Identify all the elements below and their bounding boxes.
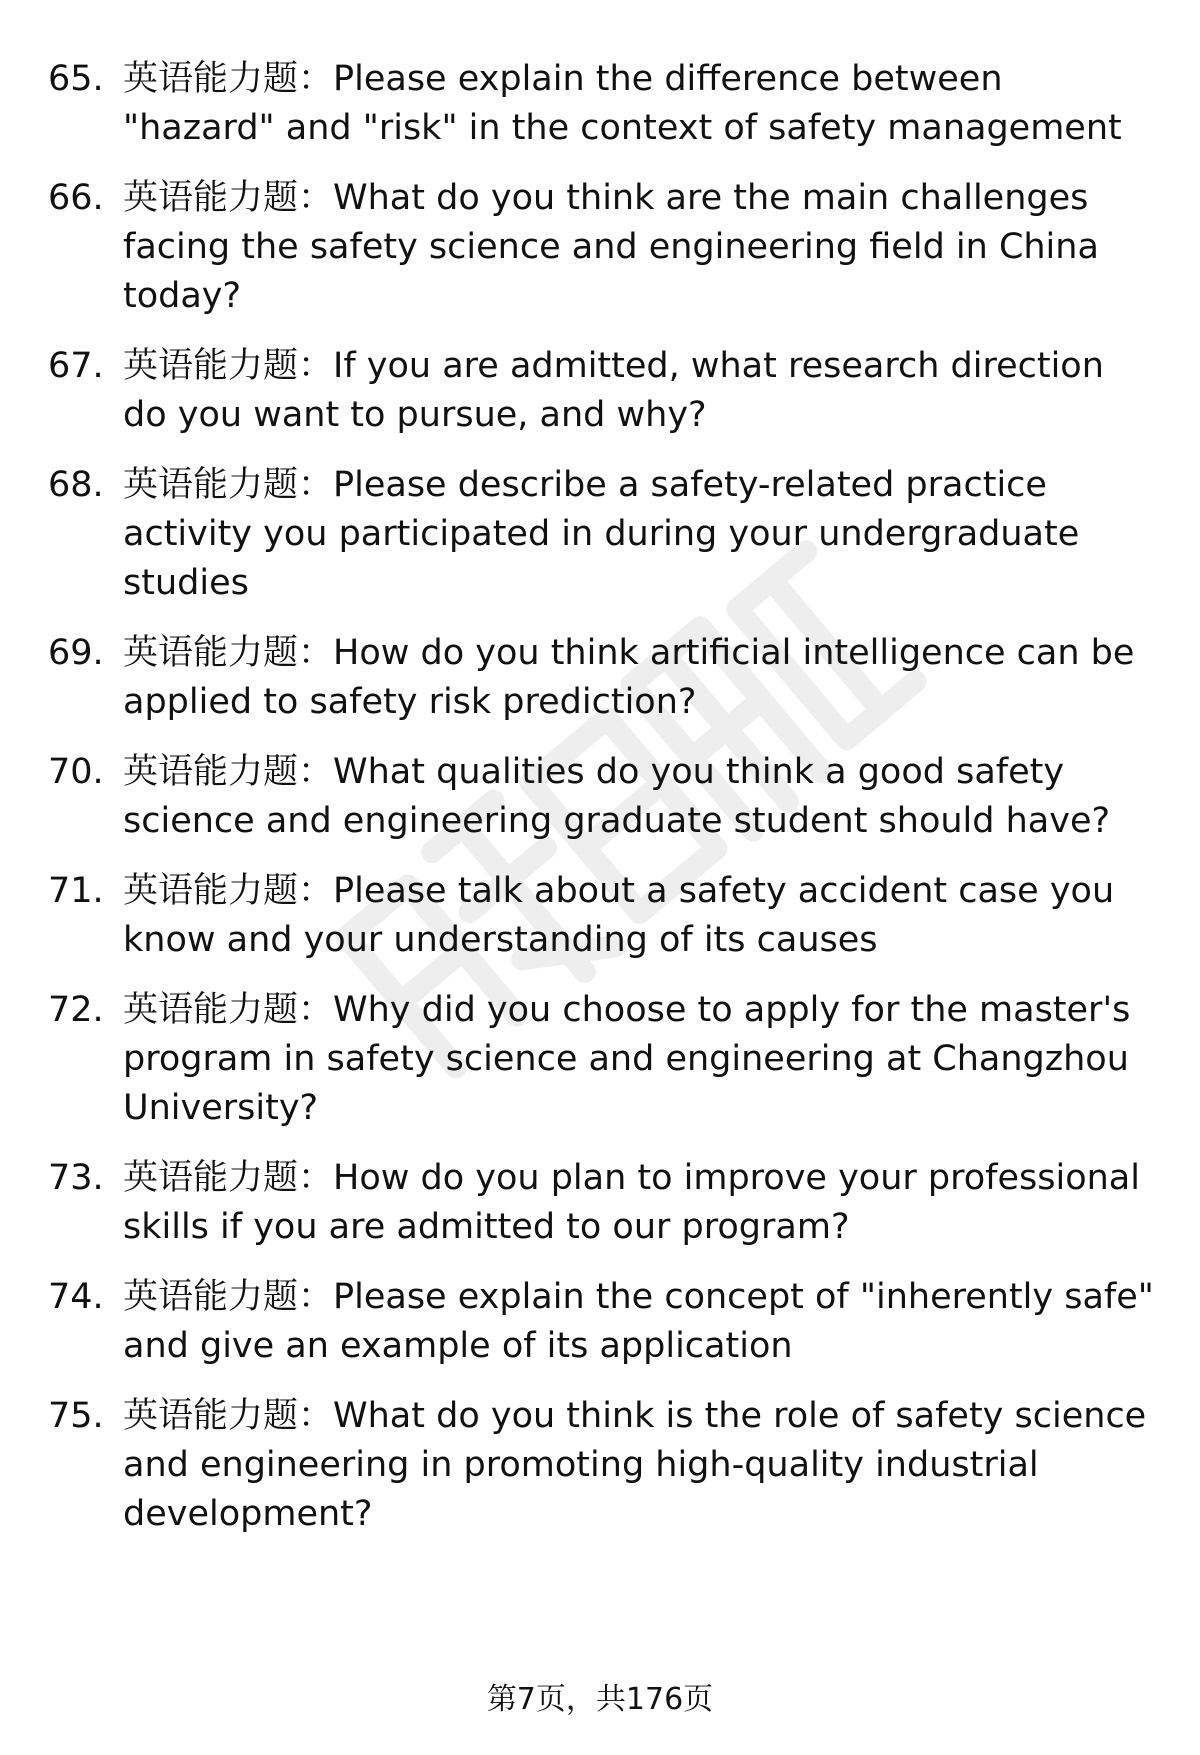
question-item	[48, 1273, 1158, 1371]
question-category: 英语能力题：	[123, 871, 334, 911]
question-number: 72.	[48, 990, 104, 1030]
question-category: 英语能力题：	[123, 465, 334, 505]
question-item	[48, 1154, 1158, 1252]
question-item	[48, 174, 1158, 321]
question-text: Please talk about a safety accident case you know and your understanding of its causes	[123, 871, 1115, 960]
question-number: 73.	[48, 1158, 104, 1198]
question-number: 65.	[48, 59, 104, 99]
question-category: 英语能力题：	[123, 633, 334, 673]
question-category: 英语能力题：	[123, 1158, 334, 1198]
question-category: 英语能力题：	[123, 990, 334, 1030]
page-indicator: 第7页，共176页	[486, 1682, 714, 1717]
question-body	[123, 986, 1158, 1133]
question-item	[48, 461, 1158, 608]
question-text: Why did you choose to apply for the master's program in safety science and engineering at Changzhou University?	[123, 990, 1131, 1128]
question-item	[48, 867, 1158, 965]
question-number: 75.	[48, 1396, 104, 1436]
question-item	[48, 629, 1158, 727]
question-number: 66.	[48, 178, 104, 218]
question-item	[48, 986, 1158, 1133]
question-text: What do you think is the role of safety science and engineering in promoting high-quality industrial development?	[123, 1396, 1147, 1534]
question-body	[123, 342, 1158, 440]
question-body	[123, 55, 1158, 153]
question-text: Please explain the concept of "inherently safe" and give an example of its application	[123, 1277, 1154, 1366]
question-item	[48, 748, 1158, 846]
question-body	[123, 174, 1158, 321]
question-text: If you are admitted, what research direction do you want to pursue, and why?	[123, 346, 1104, 435]
question-category: 英语能力题：	[123, 346, 334, 386]
question-number: 69.	[48, 633, 104, 673]
question-text: What do you think are the main challenges facing the safety science and engineering field in China today?	[123, 178, 1099, 316]
question-body	[123, 1392, 1158, 1539]
question-body	[123, 1273, 1158, 1371]
question-text: How do you plan to improve your professional skills if you are admitted to our program?	[123, 1158, 1140, 1247]
question-number: 68.	[48, 465, 104, 505]
question-body	[123, 748, 1158, 846]
question-item	[48, 1392, 1158, 1539]
question-number: 74.	[48, 1277, 104, 1317]
question-number: 71.	[48, 871, 104, 911]
question-number: 67.	[48, 346, 104, 386]
question-body	[123, 867, 1158, 965]
question-body	[123, 629, 1158, 727]
question-item	[48, 342, 1158, 440]
question-text: What qualities do you think a good safety science and engineering graduate student should have?	[123, 752, 1111, 841]
question-text: How do you think artificial intelligence can be applied to safety risk prediction?	[123, 633, 1135, 722]
question-body	[123, 461, 1158, 608]
question-category: 英语能力题：	[123, 178, 334, 218]
question-number: 70.	[48, 752, 104, 792]
question-body	[123, 1154, 1158, 1252]
question-category: 英语能力题：	[123, 752, 334, 792]
question-item	[48, 55, 1158, 153]
question-category: 英语能力题：	[123, 1277, 334, 1317]
question-text: Please describe a safety-related practice activity you participated in during your undergraduate studies	[123, 465, 1080, 603]
question-category: 英语能力题：	[123, 1396, 334, 1436]
question-category: 英语能力题：	[123, 59, 334, 99]
question-text: Please explain the difference between "hazard" and "risk" in the context of safety management	[123, 59, 1122, 148]
question-list	[48, 55, 1158, 1560]
